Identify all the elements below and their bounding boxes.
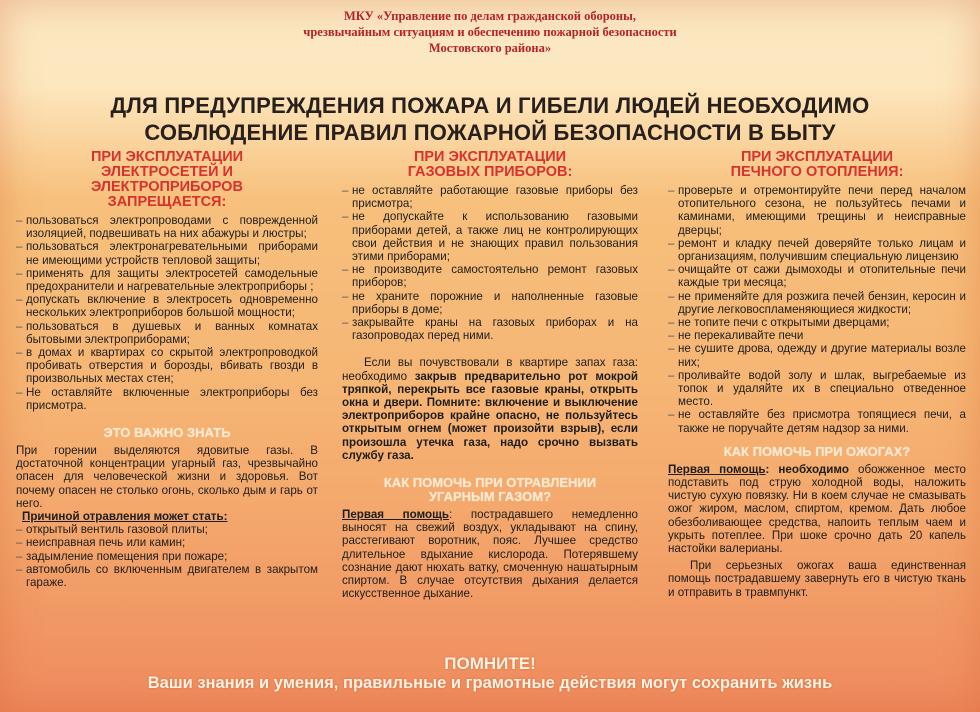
list-item: – не сушите дрова, одежду и другие материалы возле них; (668, 342, 966, 368)
list-item: – закрывайте краны на газовых приборах и на газопроводах перед ними. (342, 316, 638, 342)
stove-rules-list (668, 184, 966, 435)
heading-line: ЭЛЕКТРОПРИБОРОВ (91, 179, 243, 195)
heading-line: КАК ПОМОЧЬ ПРИ ОЖОГАХ? (723, 443, 911, 459)
list-item: – не перекаливайте печи (668, 329, 966, 342)
electric-rules-list (16, 214, 318, 412)
list-item: – пользоваться электронагревательными приборами не имеющими устройств тепловой защиты; (16, 240, 318, 266)
list-item: – неисправная печь или камин; (16, 536, 318, 549)
list-item: – открытый вентиль газовой плиты; (16, 523, 318, 536)
gas-leak-instructions: закрыв предварительно рот мокрой тряпкой, перекрыть все газовые краны, открыть окна и двери. Помните: включение и выключение электроприборов крайне опасно, не пользуйтесь открытым огнем (может произойти взрыв), если произошла утечка газа, надо срочно вызвать службу газа. (342, 369, 638, 462)
org-line: МКУ «Управление по делам гражданской обороны, (343, 9, 637, 23)
list-item: – ремонт и кладку печей доверяйте только лицам и организациям, получившим специальную лицензию (668, 237, 966, 263)
heading-line: ГАЗОВЫХ ПРИБОРОВ: (407, 164, 573, 180)
title-line: СОБЛЮДЕНИЕ ПРАВИЛ ПОЖАРНОЙ БЕЗОПАСНОСТИ В БЫТУ (144, 120, 836, 145)
important-text: При горении выделяются ядовитые газы. В достаточной концентрации угарный газ, чрезвычайно опасен для человеческой жизни и здоровья. Вот почему опасен не столько огонь, сколько дым и гарь от него. (16, 444, 318, 510)
list-item: – не храните порожние и наполненные газовые приборы в доме; (342, 290, 638, 316)
list-item: – в домах и квартирах со скрытой электропроводкой пробивать отверстия и борозды, вбивать гвозди в произвольных местах стен; (16, 346, 318, 386)
first-aid-body: обожженное место подставить под струю холодной воды, наложить чистую сухую повязку. Ни в коем случае не смазывать ожог жиром, маслом, спиртом, кремом. Дать любое обезболивающее средства, напоить теплым чаем и укрыть потеплее. При шоке срочно дать 20 капель настойки валерианы. (668, 462, 966, 556)
serious-burn-text: При серьезных ожогах ваша единственная помощь пострадавшему завернуть его в чистую ткань и отправить в травмпункт. (668, 559, 966, 599)
gas-leak-intro: Если вы почувствовали в квартире запах газа: необходимо (342, 356, 638, 383)
burns-heading (668, 445, 966, 459)
burn-first-aid-text (668, 463, 966, 555)
poisoning-causes-title: Причиной отравления может стать: (22, 510, 228, 524)
heading-line: ПРИ ЭКСПЛУАТАЦИИ (740, 149, 894, 165)
poster-title (10, 92, 970, 146)
stove-heading (668, 150, 966, 180)
list-item: – не оставляйте работающие газовые приборы без присмотра; (342, 184, 638, 210)
co-poisoning-heading (342, 476, 638, 504)
org-line: чрезвычайным ситуациям и обеспечению пожарной безопасности (303, 25, 677, 39)
list-item: – не применяйте для розжига печей бензин, керосин и другие легковоспламеняющиеся жидкости; (668, 290, 966, 316)
co-first-aid-text (342, 508, 638, 600)
electric-column (16, 150, 318, 589)
list-item: – не производите самостоятельно ремонт газовых приборов; (342, 263, 638, 289)
list-item: – не топите печи с открытыми дверцами; (668, 316, 966, 329)
gas-column (342, 150, 638, 600)
stove-column (668, 150, 966, 599)
poisoning-causes-list (16, 523, 318, 589)
heading-line: УГАРНЫМ ГАЗОМ? (428, 489, 552, 505)
important-heading (16, 426, 318, 440)
list-item: – очищайте от сажи дымоходы и отопительные печи каждые три месяца; (668, 263, 966, 289)
organization-header (230, 8, 750, 56)
closing-slogan: Ваши знания и умения, правильные и грамотные действия могут сохранить жизнь (147, 674, 833, 692)
heading-line: ЗАПРЕЩАЕТСЯ: (107, 194, 227, 210)
electric-heading (16, 150, 318, 210)
gas-heading (342, 150, 638, 180)
gas-leak-paragraph (342, 356, 638, 462)
first-aid-label: Первая помощь (342, 508, 450, 522)
gas-rules-list (342, 184, 638, 342)
list-item: – проливайте водой золу и шлак, выгребаемые из топок и удаляйте их в специально отведенное место. (668, 369, 966, 409)
list-item: – пользоваться в душевых и ванных комнатах бытовыми электроприборами; (16, 320, 318, 346)
list-item: – задымление помещения при пожаре; (16, 550, 318, 563)
heading-line: ЭЛЕКТРОСЕТЕЙ И (101, 164, 233, 180)
org-line: Мостовского района» (428, 41, 552, 55)
list-item: – проверьте и отремонтируйте печи перед началом отопительного сезона, не пользуйтесь печами и каминами, имеющими трещины и неисправные дверцы; (668, 184, 966, 237)
list-item: – не оставляйте без присмотра топящиеся печи, а также не поручайте детям надзор за ними. (668, 408, 966, 434)
list-item: – Не оставляйте включенные электроприборы без присмотра. (16, 386, 318, 412)
first-aid-lead: : необходимо (765, 462, 849, 476)
list-item: – автомобиль со включенным двигателем в закрытом гараже. (16, 563, 318, 589)
heading-line: КАК ПОМОЧЬ ПРИ ОТРАВЛЕНИИ (383, 475, 597, 491)
list-item: – допускать включение в электросеть одновременно нескольких электроприборов большой мощности; (16, 293, 318, 319)
heading-line: ПРИ ЭКСПЛУАТАЦИИ (413, 149, 567, 165)
remember-banner: ПОМНИТЕ! (444, 654, 536, 673)
list-item: – применять для защиты электросетей самодельные предохранители и нагревательные электроприборы ; (16, 267, 318, 293)
heading-line: ЭТО ВАЖНО ЗНАТЬ (103, 425, 231, 441)
title-line: ДЛЯ ПРЕДУПРЕЖДЕНИЯ ПОЖАРА И ГИБЕЛИ ЛЮДЕЙ НЕОБХОДИМО (110, 93, 870, 118)
list-item: – пользоваться электропроводами с поврежденной изоляцией, подвешивать на них абажуры и люстры; (16, 214, 318, 240)
first-aid-body: : пострадавшего немедленно выносят на свежий воздух, укладывают на спину, расстегивают воротник, пояс. Лучшее средство длительное вдыхание кислорода. Потерявшему сознание дают нюхать ватку, смоченную нашатырным спиртом. В случае отсутствия дыхания делается искусственное дыхание. (342, 508, 638, 601)
heading-line: ПРИ ЭКСПЛУАТАЦИИ (90, 149, 244, 165)
list-item: – не допускайте к использованию газовыми приборами детей, а также лиц не контролирующих свои действия и не знающих правил пользования этими приборами; (342, 210, 638, 263)
heading-line: ПЕЧНОГО ОТОПЛЕНИЯ: (730, 164, 904, 180)
first-aid-label: Первая помощь (668, 462, 766, 476)
